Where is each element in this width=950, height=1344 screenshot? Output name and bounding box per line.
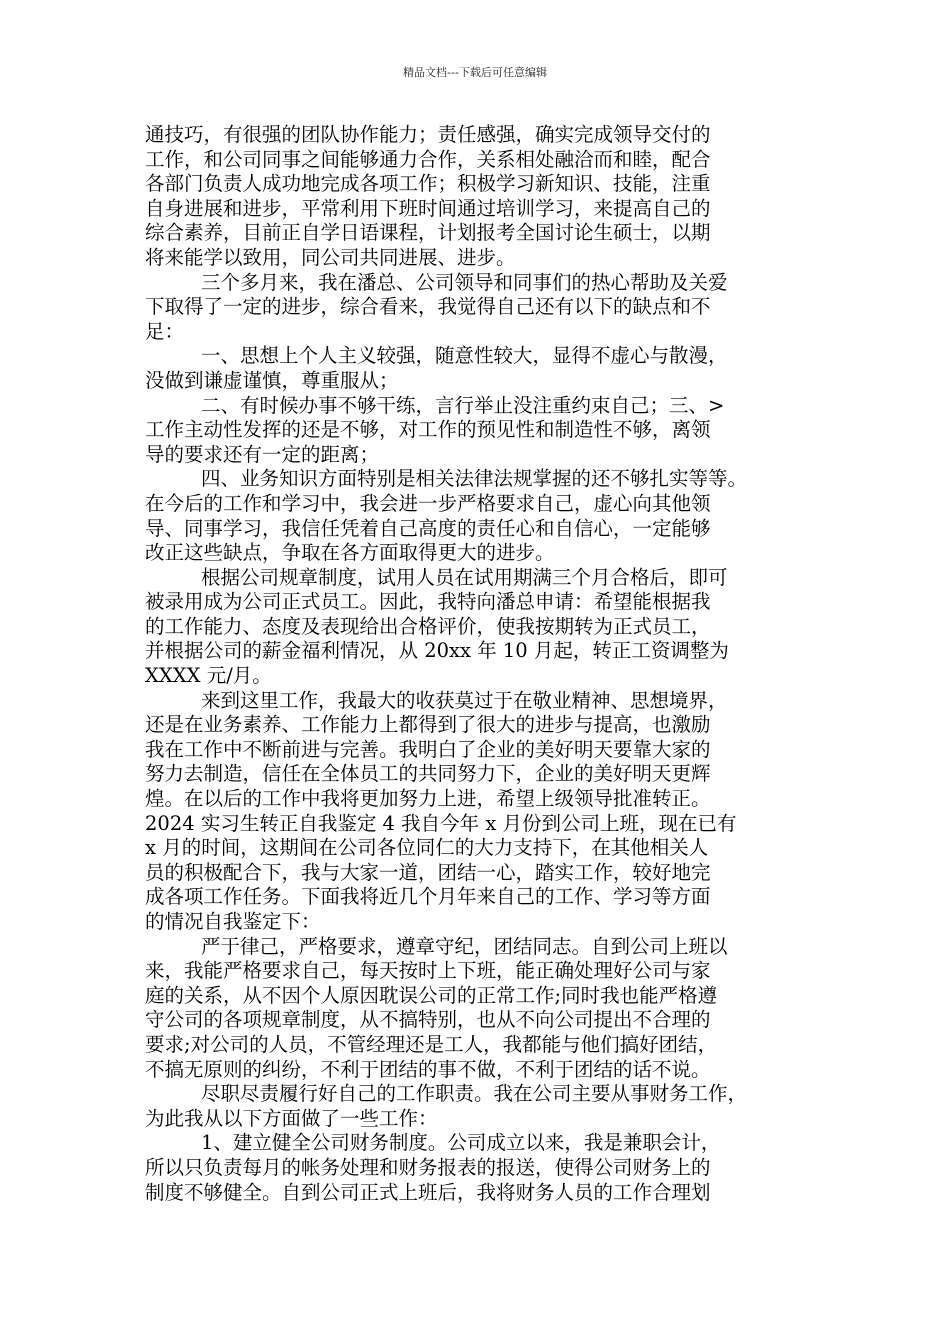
text-line: 各部门负责人成功地完成各项工作；积极学习新知识、技能，注重	[145, 172, 711, 196]
text-line: 在今后的工作和学习中，我会进一步严格要求自己，虚心向其他领	[145, 491, 711, 515]
text-line: 的情况自我鉴定下：	[145, 910, 321, 933]
text-line: 导、同事学习，我信任凭着自己高度的责任心和自信心，一定能够	[145, 516, 711, 540]
text-line: 来到这里工作，我最大的收获莫过于在敬业精神、思想境界，	[201, 688, 728, 712]
text-line: 工作，和公司同事之间能够通力合作，关系相处融洽而和睦，配合	[145, 147, 711, 171]
text-line: 所以只负责每月的帐务处理和财务报表的报送，使得公司财务上的	[145, 1155, 711, 1179]
text-line: 被录用成为公司正式员工。因此，我特向潘总申请：希望能根据我	[145, 590, 711, 614]
text-line: 一、思想上个人主义较强，随意性较大，显得不虚心与散漫，	[201, 344, 728, 368]
page-header: 精品文档---下载后可任意编辑	[403, 66, 547, 79]
text-line: 为此我从以下方面做了一些工作：	[145, 1106, 438, 1130]
text-line: 2024 实习生转正自我鉴定 4 我自今年 x 月份到公司上班，现在已有	[145, 811, 737, 835]
text-line: 四、业务知识方面特别是相关法律法规掌握的还不够扎实等等。	[201, 467, 748, 491]
text-line: 二、有时候办事不够干练，言行举止没注重约束自己；三、>	[201, 393, 725, 417]
text-line: 庭的关系，从不因个人原因耽误公司的正常工作;同时我也能严格遵	[145, 983, 718, 1007]
text-line: 尽职尽责履行好自己的工作职责。我在公司主要从事财务工作，	[201, 1082, 748, 1106]
text-line: 成各项工作任务。下面我将近几个月年来自己的工作、学习等方面	[145, 885, 711, 909]
text-line: 来，我能严格要求自己，每天按时上下班，能正确处理好公司与家	[145, 959, 711, 983]
text-line: 改正这些缺点，争取在各方面取得更大的进步。	[145, 541, 555, 565]
text-line: 根据公司规章制度，试用人员在试用期满三个月合格后，即可	[201, 565, 728, 589]
text-line: XXXX 元/月。	[145, 664, 272, 688]
text-line: 要求;对公司的人员，不管经理还是工人，我都能与他们搞好团结，	[145, 1032, 718, 1056]
text-line: 工作主动性发挥的还是不够，对工作的预见性和制造性不够，离领	[145, 418, 711, 442]
text-line: 导的要求还有一定的距离；	[145, 442, 380, 466]
text-line: 自身进展和进步，平常利用下班时间通过培训学习，来提高自己的	[145, 196, 711, 220]
text-line: 没做到谦虚谨慎，尊重服从；	[145, 368, 399, 392]
text-line: 还是在业务素养、工作能力上都得到了很大的进步与提高，也激励	[145, 713, 711, 737]
text-line: 员的积极配合下，我与大家一道，团结一心，踏实工作，较好地完	[145, 860, 711, 884]
text-line: x 月的时间，这期间在公司各位同仁的大力支持下，在其他相关人	[145, 836, 709, 860]
text-line: 煌。在以后的工作中我将更加努力上进，希望上级领导批准转正。	[145, 787, 711, 811]
text-line: 我在工作中不断前进与完善。我明白了企业的美好明天要靠大家的	[145, 737, 711, 761]
text-line: 综合素养，目前正自学日语课程，计划报考全国讨论生硕士，以期	[145, 221, 711, 245]
text-line: 守公司的各项规章制度，从不搞特别，也从不向公司提出不合理的	[145, 1008, 711, 1032]
text-line: 下取得了一定的进步，综合看来，我觉得自己还有以下的缺点和不	[145, 295, 711, 319]
text-line: 的工作能力、态度及表现给出合格评价，使我按期转为正式员工，	[145, 614, 711, 638]
text-line: 严于律己，严格要求，遵章守纪，团结同志。自到公司上班以	[201, 934, 728, 958]
text-line: 努力去制造，信任在全体员工的共同努力下，企业的美好明天更辉	[145, 762, 711, 786]
text-line: 将来能学以致用，同公司共同进展、进步。	[145, 245, 516, 269]
text-line: 1、建立健全公司财务制度。公司成立以来，我是兼职会计，	[201, 1131, 721, 1155]
text-line: 制度不够健全。自到公司正式上班后，我将财务人员的工作合理划	[145, 1180, 711, 1204]
text-line: 足：	[145, 319, 185, 343]
document-body	[145, 123, 813, 1205]
text-line: 并根据公司的薪金福利情况，从 20xx 年 10 月起，转正工资调整为	[145, 639, 729, 663]
text-line: 不搞无原则的纠纷，不利于团结的事不做，不利于团结的话不说。	[145, 1057, 711, 1081]
text-line: 通技巧，有很强的团队协作能力；责任感强，确实完成领导交付的	[145, 123, 711, 146]
text-line: 三个多月来，我在潘总、公司领导和同事们的热心帮助及关爱	[201, 270, 728, 294]
